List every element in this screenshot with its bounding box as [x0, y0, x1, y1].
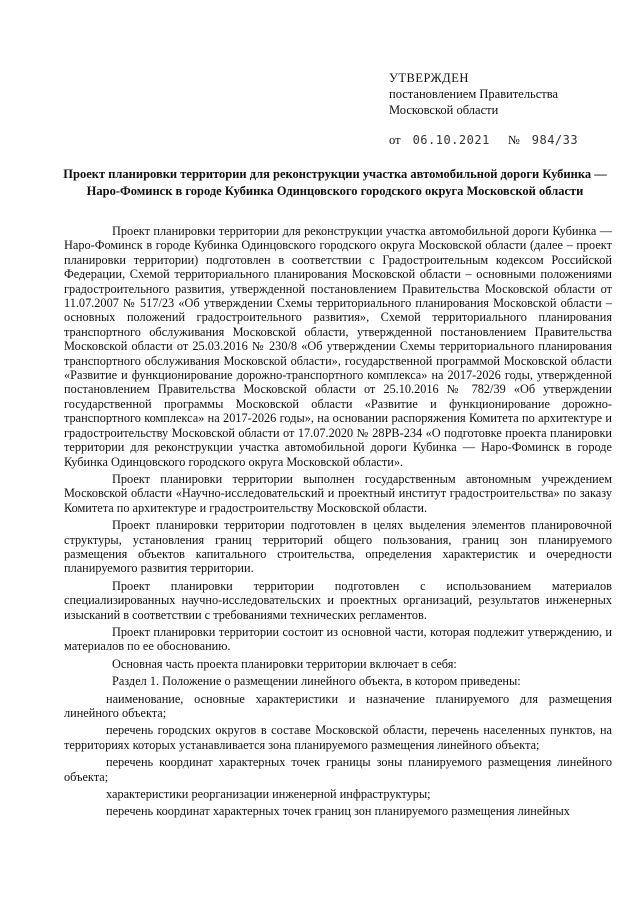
date-prefix: от	[389, 133, 401, 147]
paragraph: Раздел 1. Положение о размещении линейного объекта, в котором приведены:	[112, 674, 521, 689]
list-item: наименование, основные характеристики и назначение планируемого для размещения линейного объекта;	[64, 691, 612, 720]
list-item: перечень координат характерных точек границы зоны планируемого размещения линейного объекта;	[64, 755, 612, 784]
list-item: характеристики реорганизации инженерной инфраструктуры;	[106, 787, 431, 802]
paragraph: Проект планировки территории для реконструкции участка автомобильной дороги Кубинка — Наро-Фоминск в городе Кубинка Одинцовского городского округа Московской области (далее – проект планировки территории) подготовлен в соответствии с Градостроительным кодексом Российской Федерации, Схемой территориального планирования Московской области – основными положениями градостроительного развития, утвержденной постановлением Правительства Московской области от 11.07.2007 № 517/23 «Об утверждении Схемы территориального планирования Московской области – основных положений градостроительного развития», Схемой территориального планирования транспортного обслуживания Московской области, утвержденной постановлением Правительства Московской области от 25.03.2016 № 230/8 «Об утверждении Схемы территориального планирования транспортного обслуживания Московской области», государственной программой Московской области «Развитие и функционирование дорожно-транспортного комплекса» на 2017-2026 годы, утвержденной постановлением Правительства Московской области от 25.10.2016 № 782/39 «Об утверждении государственной программы Московской области «Развитие и функционирование дорожно-транспортного комплекса» на 2017-2026 годы», на основании распоряжения Комитета по архитектуре и градостроительству Московской области от 17.07.2020 № 28РВ-234 «О подготовке проекта планировки территории для реконструкции участка автомобильной дороги Кубинка — Наро-Фоминск в городе Кубинка Одинцовского городского округа Московской области».	[64, 224, 612, 469]
approval-number: 984/33	[531, 133, 579, 147]
approval-date-row	[389, 132, 629, 148]
paragraph: Основная часть проекта планировки территории включает в себя:	[112, 656, 457, 671]
paragraph: Проект планировки территории выполнен государственным автономным учреждением Московской области «Научно-исследовательский и проектный институт градостроительства» по заказу Комитета по архитектуре и градостроительству Московской области.	[64, 471, 612, 515]
approval-title: УТВЕРЖДЕН	[389, 71, 469, 85]
list-item: перечень городских округов в составе Московской области, перечень населенных пунктов, на территориях которых устанавливается зона планируемого размещения линейного объекта;	[64, 723, 612, 752]
approval-date: 06.10.2021	[412, 133, 490, 147]
document-body	[64, 224, 612, 819]
paragraph: Проект планировки территории подготовлен в целях выделения элементов планировочной структуры, установления границ территорий общего пользования, границ зон планируемого размещения объектов капитального строительства, определения характеристик и очередности планируемого развития территории.	[64, 518, 612, 576]
approval-authority-line2: Московской области	[389, 103, 499, 117]
approval-authority-line1: постановлением Правительства	[389, 87, 559, 101]
paragraph: Проект планировки территории состоит из основной части, которая подлежит утверждению, и материалов по ее обоснованию.	[64, 624, 612, 654]
paragraph: Проект планировки территории подготовлен с использованием материалов специализированных научно-исследовательских и проектных организаций, результатов инженерных изысканий в соответствии с требованиями технических регламентов.	[64, 578, 612, 622]
list-item: перечень координат характерных точек границ зон планируемого размещения линейных	[106, 804, 570, 819]
document-title: Проект планировки территории для реконструкции участка автомобильной дороги Кубинка — Наро-Фоминск в городе Кубинка Одинцовского городского округа Московской области	[63, 167, 607, 198]
number-prefix: №	[507, 133, 520, 147]
approval-stamp	[389, 70, 629, 148]
